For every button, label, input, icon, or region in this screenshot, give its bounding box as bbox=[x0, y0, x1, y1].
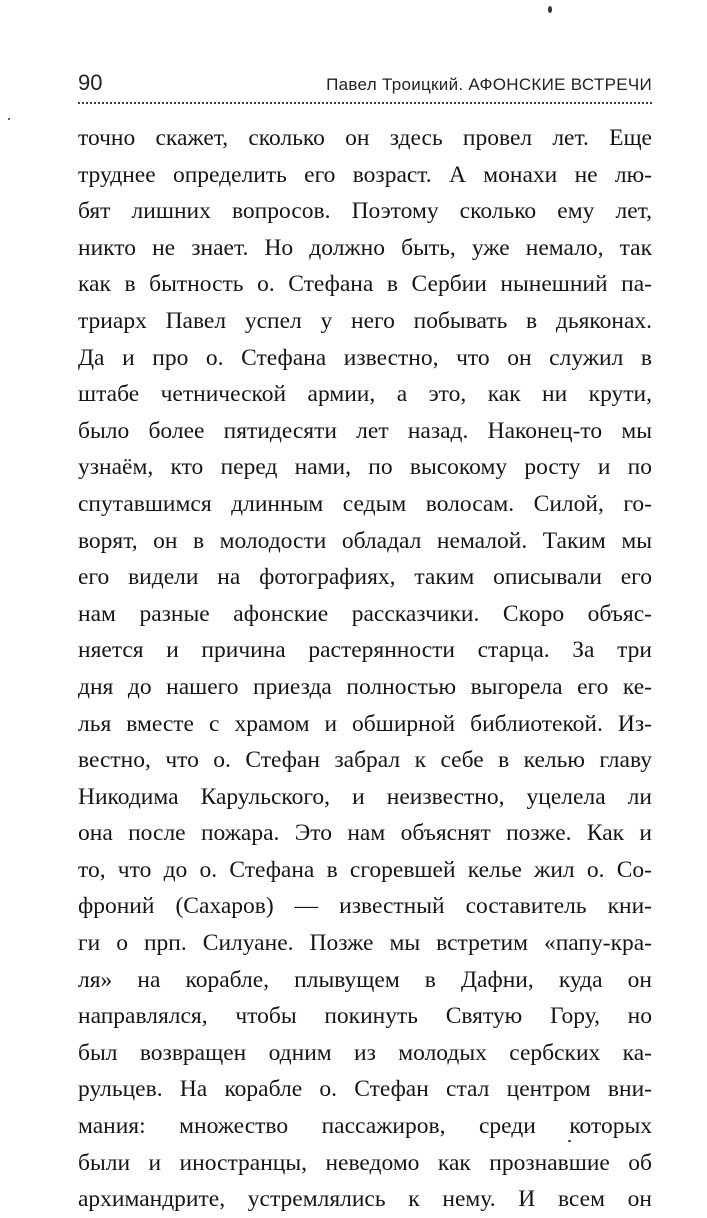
text-line: его видели на фотографиях, таким описывали его bbox=[78, 564, 652, 591]
text-line: то, что до о. Стефана в сгоревшей келье жил о. Со- bbox=[78, 856, 652, 883]
text-line: было более пятидесяти лет назад. Наконец-то мы bbox=[78, 417, 652, 444]
text-line: рульцев. На корабле о. Стефан стал центром вни- bbox=[78, 1076, 652, 1103]
text-line: точно скажет, сколько он здесь провел лет. Еще bbox=[78, 125, 652, 151]
text-line: были и иностранцы, неведомо как прознавшие об bbox=[78, 1149, 652, 1176]
running-header bbox=[78, 70, 652, 104]
text-line: триарх Павел успел у него побывать в дьяконах. bbox=[78, 307, 652, 334]
scan-speck bbox=[8, 118, 10, 120]
text-line: ля» на корабле, плывущем в Дафни, куда он bbox=[78, 966, 652, 993]
header-title: Павел Троицкий. АФОНСКИЕ ВСТРЕЧИ bbox=[326, 75, 652, 94]
text-line: ги о прп. Силуане. Позже мы встретим «папу-кра- bbox=[78, 930, 652, 957]
text-line: архимандрите, устремлялись к нему. И всем он bbox=[78, 1186, 652, 1213]
text-line: лья вместе с храмом и обширной библиотекой. Из- bbox=[78, 710, 652, 737]
text-line: труднее определить его возраст. А монахи не лю- bbox=[78, 161, 652, 188]
text-line: фроний (Сахаров) — известный составитель кни- bbox=[78, 893, 652, 920]
text-line: штабе четнической армии, а это, как ни крути, bbox=[78, 381, 652, 408]
text-line: Да и про о. Стефана известно, что он служил в bbox=[78, 344, 652, 371]
text-line: никто не знает. Но должно быть, уже немало, так bbox=[78, 234, 652, 261]
scan-speck bbox=[548, 6, 552, 13]
text-line: направлялся, чтобы покинуть Святую Гору, но bbox=[78, 1003, 652, 1030]
page-number: 90 bbox=[78, 70, 103, 95]
text-line: был возвращен одним из молодых сербских ка- bbox=[78, 1039, 652, 1066]
text-line: узнаём, кто перед нами, по высокому росту и по bbox=[78, 454, 652, 481]
text-line: Никодима Карульского, и неизвестно, уцелела ли bbox=[78, 783, 652, 810]
text-line: вестно, что о. Стефан забрал к себе в келью главу bbox=[78, 747, 652, 774]
text-line: бят лишних вопросов. Поэтому сколько ему лет, bbox=[78, 198, 652, 225]
body-text bbox=[78, 120, 652, 1218]
text-line: как в бытность о. Стефана в Сербии нынешний па- bbox=[78, 271, 652, 298]
text-line: спутавшимся длинным седым волосам. Силой, го- bbox=[78, 490, 652, 517]
text-line: она после пожара. Это нам объяснят позже. Как и bbox=[78, 820, 652, 847]
text-line: няется и причина растерянности старца. За три bbox=[78, 637, 652, 664]
text-line: мания: множество пассажиров, среди которых bbox=[78, 1113, 652, 1140]
text-line: ворят, он в молодости обладал немалой. Таким мы bbox=[78, 527, 652, 554]
text-line: дня до нашего приезда полностью выгорела его ке- bbox=[78, 673, 652, 700]
text-line: нам разные афонские рассказчики. Скоро объяс- bbox=[78, 600, 652, 627]
